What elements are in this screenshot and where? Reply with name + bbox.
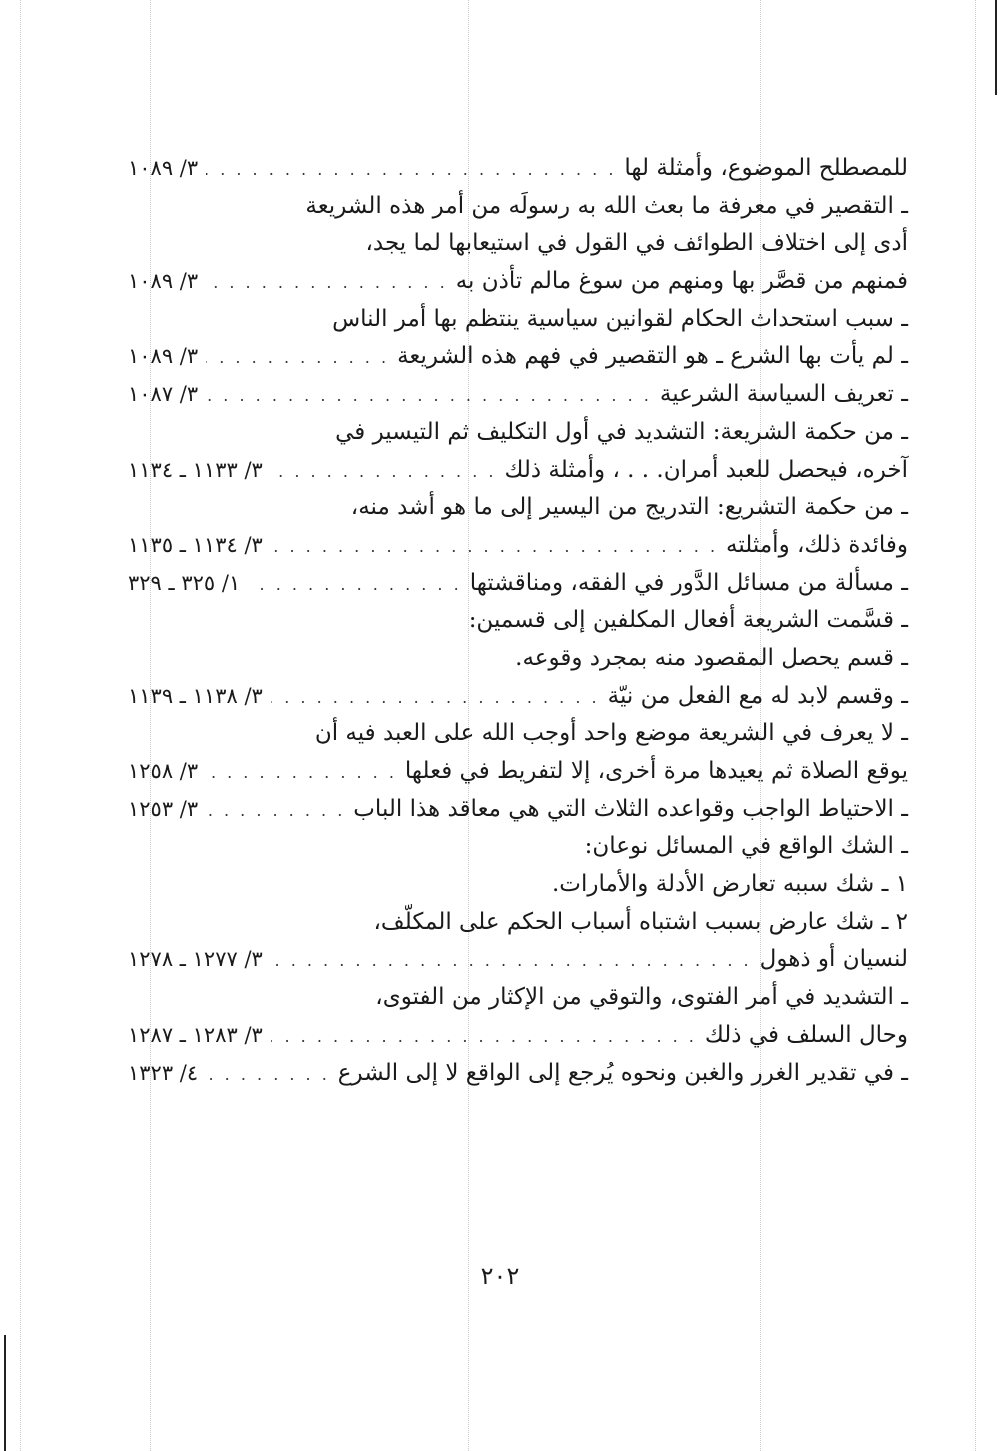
index-entry [128,753,908,791]
entry-text: للمصطلح الموضوع، وأمثلة لها [624,155,908,181]
index-entry [128,979,908,1017]
index-entry [128,678,908,716]
dot-leader [206,151,616,189]
dot-leader [271,942,752,980]
entry-text: لنسيان أو ذهول [759,946,908,973]
entry-text: وفائدة ذلك، وأمثلته [726,531,908,558]
dot-leader [206,377,652,415]
entry-reference: ٣/ ١٠٨٩ [128,269,199,294]
entry-text: ـ تعريف السياسة الشرعية [659,381,908,408]
entry-reference: ٣/ ١٠٨٧ [128,382,199,407]
entry-reference: ٣/ ١٢٥٣ [128,796,199,821]
entry-reference: ٣/ ١٠٨٩ [128,156,199,180]
entry-text: آخره، فيحصل للعبد أمران. . . ، وأمثلة ذلك [504,456,908,483]
entry-text: أدى إلى اختلاف الطوائف في القول في استيعابها لما يجد، [365,230,908,257]
dot-leader [206,264,448,302]
entry-text: ـ من حكمة التشريع: التدريج من اليسير إلى ما هو أشد منه، [350,494,908,521]
entry-text: ـ التشديد في أمر الفتوى، والتوقي من الإكثار من الفتوى، [375,984,908,1011]
dot-leader [206,792,345,830]
entry-text: ـ قسَّمت الشريعة أفعال المكلفين إلى قسمين: [468,607,908,634]
index-entry [128,414,908,452]
index-entry [128,527,908,565]
entry-text: ـ قسم يحصل المقصود منه بمجرد وقوعه. [515,644,908,671]
entry-reference: ٤/ ١٣٢٣ [128,1060,199,1085]
entry-text: ـ وقسم لابد له مع الفعل من نيّة [607,682,908,709]
scan-guide-line [975,0,976,1451]
index-entry [128,188,908,226]
dot-leader [248,566,461,604]
dot-leader [206,754,397,792]
index-entry [128,941,908,979]
index-entry [128,1017,908,1055]
index-entry [128,602,908,640]
index-entry [128,263,908,301]
entry-text: ـ الاحتياط الواجب وقواعده الثلاث التي هي معاقد هذا الباب [353,795,908,822]
entry-reference: ١/ ٣٢٥ ـ ٣٢٩ [128,570,241,595]
entry-reference: ٣/ ١١٣٣ ـ ١١٣٤ [128,457,263,482]
entry-text: فمنهم من قصَّر بها ومنهم من سوغ مالم تأذن به [455,268,908,295]
dot-leader [206,339,389,377]
dot-leader [271,528,718,566]
entry-reference: ٣/ ١٠٨٩ [128,344,199,369]
scan-edge-mark [995,0,997,95]
entry-text: ـ لم يأت بها الشرع ـ هو التقصير في فهم هذه الشريعة [397,343,908,370]
entry-text: وحال السلف في ذلك [704,1021,908,1048]
entry-reference: ٣/ ١١٣٤ ـ ١١٣٥ [128,532,263,557]
index-entry [128,866,908,904]
index-entry [128,1055,908,1093]
page-number: ٢٠٢ [480,1262,520,1290]
entry-text: ـ سبب استحداث الحكام لقوانين سياسية ينتظم بها أمر الناس [332,305,908,332]
entry-text: يوقع الصلاة ثم يعيدها مرة أخرى، إلا لتفريط في فعلها [404,758,908,784]
index-entries [128,150,908,1092]
index-entry [128,565,908,603]
index-entry [128,715,908,753]
scan-guide-line [20,0,21,1451]
index-entry [128,904,908,942]
entry-text: ـ من حكمة الشريعة: التشديد في أول التكليف ثم التيسير في [335,418,908,445]
entry-text: ـ لا يعرف في الشريعة موضع واحد أوجب الله على العبد فيه أن [314,720,908,747]
dot-leader [271,679,600,717]
entry-reference: ٣/ ١٢٥٨ [128,759,199,783]
index-entry [128,791,908,829]
entry-text: ـ مسألة من مسائل الدَّور في الفقه، ومناقشتها [469,569,908,596]
entry-reference: ٣/ ١٢٨٣ ـ ١٢٨٧ [128,1022,263,1047]
scan-edge-mark [4,1335,6,1451]
index-entry [128,376,908,414]
entry-text: ـ في تقدير الغرر والغبن ونحوه يُرجع إلى الواقع لا إلى الشرع [337,1059,908,1086]
entry-reference: ٣/ ١٢٧٧ ـ ١٢٧٨ [128,947,263,972]
index-entry [128,489,908,527]
entry-text: ـ التقصير في معرفة ما بعث الله به رسولَه من أمر هذه الشريعة [305,192,908,219]
entry-text: ٢ ـ شك عارض بسبب اشتباه أسباب الحكم على المكلّف، [373,908,908,935]
entry-text: ـ الشك الواقع في المسائل نوعان: [584,833,908,860]
index-entry [128,301,908,339]
index-entry [128,828,908,866]
index-entry [128,225,908,263]
index-entry [128,452,908,490]
index-entry [128,150,908,188]
dot-leader [206,1056,330,1094]
index-entry [128,640,908,678]
entry-text: ١ ـ شك سببه تعارض الأدلة والأمارات. [551,871,908,898]
dot-leader [271,1018,697,1056]
entry-reference: ٣/ ١١٣٨ ـ ١١٣٩ [128,683,263,708]
dot-leader [271,453,497,491]
index-entry [128,338,908,376]
